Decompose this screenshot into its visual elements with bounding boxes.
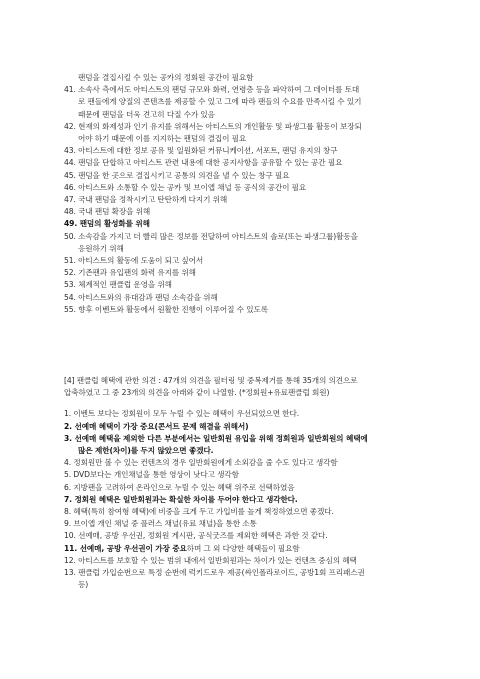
text-line: 4. 정회원만 볼 수 있는 컨텐츠의 경우 일반회원에게 소외감을 줄 수도 있다고 생각함 (64, 458, 338, 468)
text-line: 41. 소속사 측에서도 아티스트의 팬덤 규모와 화력, 연령층 등을 파악하여 그 데이터를 토대 (64, 85, 360, 95)
spacer (64, 399, 442, 408)
text-line: 등) (78, 580, 89, 590)
text-line: 54. 아티스트와의 유대감과 팬덤 소속감을 위해 (64, 292, 218, 302)
text-line: 53. 체계적인 팬클럽 운영을 위해 (64, 280, 172, 290)
text-line: 13. 팬클럽 가입순번으로 특정 순번에 럭키드로우 제공(싸인폴라로이드, 공방1회 프리패스권 (64, 568, 365, 578)
text-line: 때문에 팬덤을 더욱 견고히 다질 수가 있음 (78, 109, 215, 119)
text-line: 2. 선예매 혜택이 가장 중요(콘서트 문제 해결을 위해서) (64, 421, 249, 431)
text-line: 어야 하기 때문에 이를 지지하는 팬덤의 결집이 필요 (78, 134, 247, 144)
text-line: 팬덤을 결집시킬 수 있는 공카의 정회원 공간이 필요함 (78, 73, 254, 82)
text-line: 52. 기존팬과 유입팬의 화력 유지를 위해 (64, 268, 196, 278)
text-line: 로 팬들에게 양질의 콘텐츠를 제공할 수 있고 그에 따라 팬들의 수요를 만족시킬 수 있기 (78, 97, 362, 107)
text-line: 44. 팬덤을 단합하고 아티스트 관련 내용에 대한 공지사항을 공유할 수 있는 공간 필요 (64, 158, 343, 168)
text-line: 8. 혜택(특히 참여형 혜택)에 비중을 크게 두고 가입비를 높게 책정하였으면 좋겠다. (64, 507, 334, 517)
text-line: 55. 향후 이벤트와 활동에서 원활한 진행이 이루어질 수 있도록 (64, 304, 268, 314)
text-line: 응원하기 위해 (78, 243, 124, 253)
text-line: 6. 지방팬을 고려하여 온라인으로 누릴 수 있는 혜택 위주로 선택하였음 (64, 482, 295, 492)
text-line: 1. 이벤트 보다는 정회원이 모두 누릴 수 있는 혜택이 우선되었으면 한다. (64, 409, 300, 419)
text-line: 10. 선예매, 공방 우선권, 정회원 게시판, 공식굿즈를 제외한 혜택은 과한 것 같다. (64, 531, 328, 541)
text-line: 5. DVD보다는 개인채널을 통한 영상이 낫다고 생각함 (64, 470, 239, 480)
text-line: 많은 제한(차이)를 두지 않았으면 좋겠다. (78, 446, 214, 456)
intro-line: [4] 팬클럽 혜택에 관한 의견 : 47개의 의견을 필터링 및 중복제거를 통해 35개의 의견으로 (64, 376, 358, 385)
text-line: 45. 팬덤을 한 곳으로 결집시키고 공통의 의견을 낼 수 있는 창구 필요 (64, 170, 290, 180)
text-line: 47. 국내 팬덤을 정착시키고 탄탄하게 다지기 위해 (64, 195, 228, 205)
text-line: 11. 선예매, 공방 우선권이 가장 중요하며 그 외 다양한 혜택들이 필요함 (64, 543, 300, 553)
text-line: 46. 아티스트와 소통할 수 있는 공카 및 브이앱 채널 등 공식의 공간이 필요 (64, 182, 307, 192)
text-line: 3. 선예매 혜택을 제외한 다른 부분에서는 일반회원 유입을 위해 정회원과 일반회원의 혜택에 (64, 433, 368, 443)
benefit-list (64, 408, 442, 591)
text-line: 48. 국내 팬덤 확장을 위해 (64, 207, 151, 217)
text-line: 42. 현재의 화제성과 인기 유지를 위해서는 아티스트의 개인활동 및 파생그룹 활동이 보장되 (64, 121, 362, 131)
text-line: 7. 정회원 혜택은 일반회원과는 확실한 차이를 두어야 한다고 생각한다. (64, 494, 298, 504)
text-line: 43. 아티스트에 대한 정보 공유 및 일원화된 커뮤니케이션, 서포트, 팬덤 유지의 창구 (64, 146, 338, 156)
intro-line: 압축하였고 그 중 23개의 의견을 아래와 같이 나열함. (*정회원+유료팬클럽 회원) (64, 388, 330, 398)
section-membership-benefits (64, 375, 442, 591)
section-intro (64, 375, 442, 399)
text-line: 51. 아티스트의 활동에 도움이 되고 싶어서 (64, 256, 204, 266)
text-line: 50. 소속감을 가지고 더 빨리 많은 정보를 전달하여 아티스트의 솔로(또는 파생그룹)활동을 (64, 231, 358, 241)
section-list-reasons (64, 72, 442, 316)
text-line: 12. 아티스트를 보호할 수 있는 범위 내에서 일반회원과는 차이가 있는 컨텐츠 중심의 혜택 (64, 555, 357, 565)
text-line: 49. 팬덤의 활성화를 위해 (64, 219, 150, 229)
text-line: 9. 브이앱 개인 채널 중 플러스 채널(유료 채널)을 통한 소통 (64, 519, 257, 529)
